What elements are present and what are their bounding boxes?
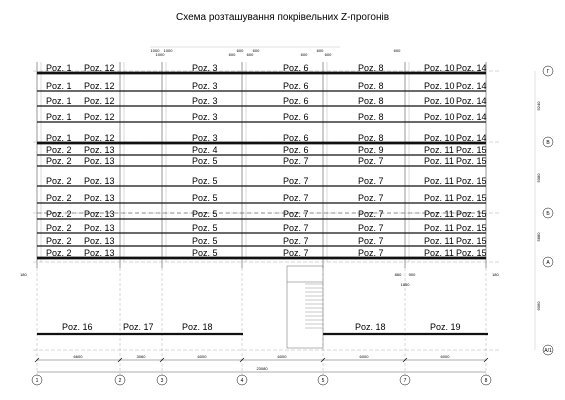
purlin-label: Poz. 6 xyxy=(283,133,309,143)
purlin-label: Poz. 7 xyxy=(358,193,384,203)
purlin-label: Poz. 12 xyxy=(84,63,115,73)
purlin-label: Poz. 11 xyxy=(424,236,454,246)
purlin-label: Poz. 7 xyxy=(358,223,384,233)
purlin-label: Poz. 13 xyxy=(84,223,115,233)
purlin-label: Poz. 1 xyxy=(46,63,72,73)
purlin-label: Poz. 3 xyxy=(192,81,218,91)
purlin-label: Poz. 14 xyxy=(456,96,487,106)
purlin-label: Poz. 5 xyxy=(192,193,218,203)
scheme-title: Схема розташування покрівельних Z-прогонів xyxy=(175,12,390,23)
purlin-label: Poz. 7 xyxy=(283,176,309,186)
row-axis-label: Г xyxy=(546,69,550,75)
lower-purlin-label: Poz. 18 xyxy=(355,322,386,332)
purlin-label: Poz. 3 xyxy=(192,63,218,73)
small-label: 180 xyxy=(492,272,499,277)
lower-purlin-label: Poz. 18 xyxy=(182,322,213,332)
purlin-label: Poz. 7 xyxy=(358,248,384,258)
purlin-label: Poz. 5 xyxy=(192,236,218,246)
purlin-label: Poz. 6 xyxy=(283,145,309,155)
top-dim-label: 600 xyxy=(246,52,254,57)
purlin-label: Poz. 14 xyxy=(456,112,487,122)
purlin-label: Poz. 15 xyxy=(456,145,487,155)
top-dim-label: 600 xyxy=(300,52,308,57)
purlin-label: Poz. 7 xyxy=(283,193,309,203)
purlin-label: Poz. 11 xyxy=(424,145,454,155)
dim-label: 6000 xyxy=(359,354,369,359)
purlin-label: Poz. 10 xyxy=(424,96,455,106)
purlin-label: Poz. 11 xyxy=(424,176,454,186)
lower-purlin-label: Poz. 16 xyxy=(62,322,93,332)
column-axis-label: 5 xyxy=(321,378,325,384)
column-axis-label: 7 xyxy=(403,378,407,384)
purlin-label: Poz. 6 xyxy=(283,96,309,106)
purlin-label: Poz. 2 xyxy=(46,145,72,155)
purlin-label: Poz. 1 xyxy=(46,81,72,91)
column-axis-label: 3 xyxy=(160,378,164,384)
purlin-label: Poz. 10 xyxy=(424,112,455,122)
lower-dim-label: 900 xyxy=(408,272,416,277)
purlin-label: Poz. 2 xyxy=(46,236,72,246)
column-axis-label: 4 xyxy=(240,378,244,384)
purlin-label: Poz. 14 xyxy=(456,63,487,73)
top-dim-label: 600 xyxy=(316,48,324,53)
purlin-label: Poz. 1 xyxy=(46,112,72,122)
purlin-label: Poz. 5 xyxy=(192,209,218,219)
top-dim-label: 1000 xyxy=(163,48,173,53)
purlin-label: Poz. 2 xyxy=(46,193,72,203)
row-axis-label: Б xyxy=(546,211,550,217)
top-dim-label: 600 xyxy=(252,48,260,53)
purlin-label: Poz. 12 xyxy=(84,112,115,122)
purlin-label: Poz. 3 xyxy=(192,96,218,106)
purlin-label: Poz. 8 xyxy=(358,96,384,106)
purlin-label: Poz. 8 xyxy=(358,133,384,143)
lower-dim-label: 1850 xyxy=(400,282,410,287)
purlin-label: Poz. 7 xyxy=(358,156,384,166)
purlin-label: Poz. 6 xyxy=(283,63,309,73)
top-dim-label: 600 xyxy=(236,48,244,53)
purlin-label: Poz. 11 xyxy=(424,248,454,258)
top-dim-label: 600 xyxy=(324,52,332,57)
purlin-label: Poz. 2 xyxy=(46,223,72,233)
purlin-label: Poz. 13 xyxy=(84,248,115,258)
dim-label: 6000 xyxy=(197,354,207,359)
purlin-label: Poz. 5 xyxy=(192,223,218,233)
dim-label: 6000 xyxy=(277,354,287,359)
purlin-label: Poz. 12 xyxy=(84,133,115,143)
top-dim-label: 1000 xyxy=(155,52,165,57)
purlin-label: Poz. 13 xyxy=(84,193,115,203)
dim-total-label: 23080 xyxy=(256,366,268,371)
purlin-label: Poz. 2 xyxy=(46,176,72,186)
purlin-label: Poz. 7 xyxy=(283,223,309,233)
right-dim-label: 9240 xyxy=(536,101,541,111)
purlin-label: Poz. 2 xyxy=(46,209,72,219)
purlin-label: Poz. 11 xyxy=(424,156,454,166)
purlin-label: Poz. 2 xyxy=(46,248,72,258)
purlin-label: Poz. 7 xyxy=(283,236,309,246)
purlin-label: Poz. 5 xyxy=(192,156,218,166)
purlin-label: Poz. 8 xyxy=(358,63,384,73)
purlin-label: Poz. 6 xyxy=(283,112,309,122)
purlin-label: Poz. 1 xyxy=(46,96,72,106)
purlin-label: Poz. 3 xyxy=(192,133,218,143)
purlin-label: Poz. 14 xyxy=(456,81,487,91)
purlin-label: Poz. 8 xyxy=(358,112,384,122)
purlin-label: Poz. 12 xyxy=(84,96,115,106)
purlin-label: Poz. 13 xyxy=(84,145,115,155)
purlin-label: Poz. 7 xyxy=(283,209,309,219)
column-axis-label: 8 xyxy=(484,378,488,384)
purlin-label: Poz. 13 xyxy=(84,236,115,246)
purlin-label: Poz. 1 xyxy=(46,133,72,143)
purlin-labels xyxy=(46,63,487,332)
purlin-label: Poz. 6 xyxy=(283,81,309,91)
small-label: 180 xyxy=(20,272,27,277)
purlin-label: Poz. 7 xyxy=(358,209,384,219)
purlin-label: Poz. 15 xyxy=(456,176,487,186)
column-axis-label: 1 xyxy=(35,378,39,384)
purlin-label: Poz. 11 xyxy=(424,209,454,219)
purlin-label: Poz. 5 xyxy=(192,176,218,186)
purlin-label: Poz. 5 xyxy=(192,248,218,258)
purlin-label: Poz. 14 xyxy=(456,133,487,143)
stair-opening xyxy=(287,266,323,348)
lower-purlin-label: Poz. 17 xyxy=(123,322,154,332)
purlin-label: Poz. 2 xyxy=(46,156,72,166)
purlin-label: Poz. 15 xyxy=(456,248,487,258)
purlin-label: Poz. 13 xyxy=(84,209,115,219)
top-dim-label: 600 xyxy=(228,52,236,57)
purlin-label: Poz. 15 xyxy=(456,209,487,219)
purlin-label: Poz. 15 xyxy=(456,236,487,246)
purlin-label: Poz. 13 xyxy=(84,156,115,166)
purlin-label: Poz. 15 xyxy=(456,223,487,233)
purlin-label: Poz. 9 xyxy=(358,145,384,155)
right-dim-label: 5880 xyxy=(536,232,541,242)
purlin-label: Poz. 8 xyxy=(358,81,384,91)
dim-label: 6600 xyxy=(73,354,83,359)
purlin-label: Poz. 7 xyxy=(283,248,309,258)
right-dim-label: 6060 xyxy=(536,301,541,311)
purlin-label: Poz. 7 xyxy=(358,236,384,246)
purlin-label: Poz. 13 xyxy=(84,176,115,186)
purlin-label: Poz. 15 xyxy=(456,193,487,203)
purlin-label: Poz. 15 xyxy=(456,156,487,166)
dim-label: 6000 xyxy=(440,354,450,359)
lower-purlin-label: Poz. 19 xyxy=(430,322,461,332)
top-dim-label: 600 xyxy=(393,48,401,53)
purlin-label: Poz. 10 xyxy=(424,133,455,143)
lower-dim-label: 860 xyxy=(394,272,402,277)
row-axis-label: А/1 xyxy=(544,348,552,354)
row-axis-label: А xyxy=(546,260,550,266)
purlin-label: Poz. 12 xyxy=(84,81,115,91)
right-dim-label: 5080 xyxy=(536,173,541,183)
column-axis-label: 2 xyxy=(118,378,122,384)
purlin-label: Poz. 11 xyxy=(424,223,454,233)
dim-label: 3060 xyxy=(136,354,146,359)
top-dim-label: 1000 xyxy=(150,48,160,53)
row-axis-label: В xyxy=(546,140,550,146)
purlin-label: Poz. 7 xyxy=(283,156,309,166)
purlin-label: Poz. 4 xyxy=(192,145,218,155)
stair-outline xyxy=(287,266,323,348)
purlin-label: Poz. 10 xyxy=(424,63,455,73)
purlin-label: Poz. 10 xyxy=(424,81,455,91)
purlin-label: Poz. 11 xyxy=(424,193,454,203)
purlin-label: Poz. 7 xyxy=(358,176,384,186)
purlin-label: Poz. 3 xyxy=(192,112,218,122)
